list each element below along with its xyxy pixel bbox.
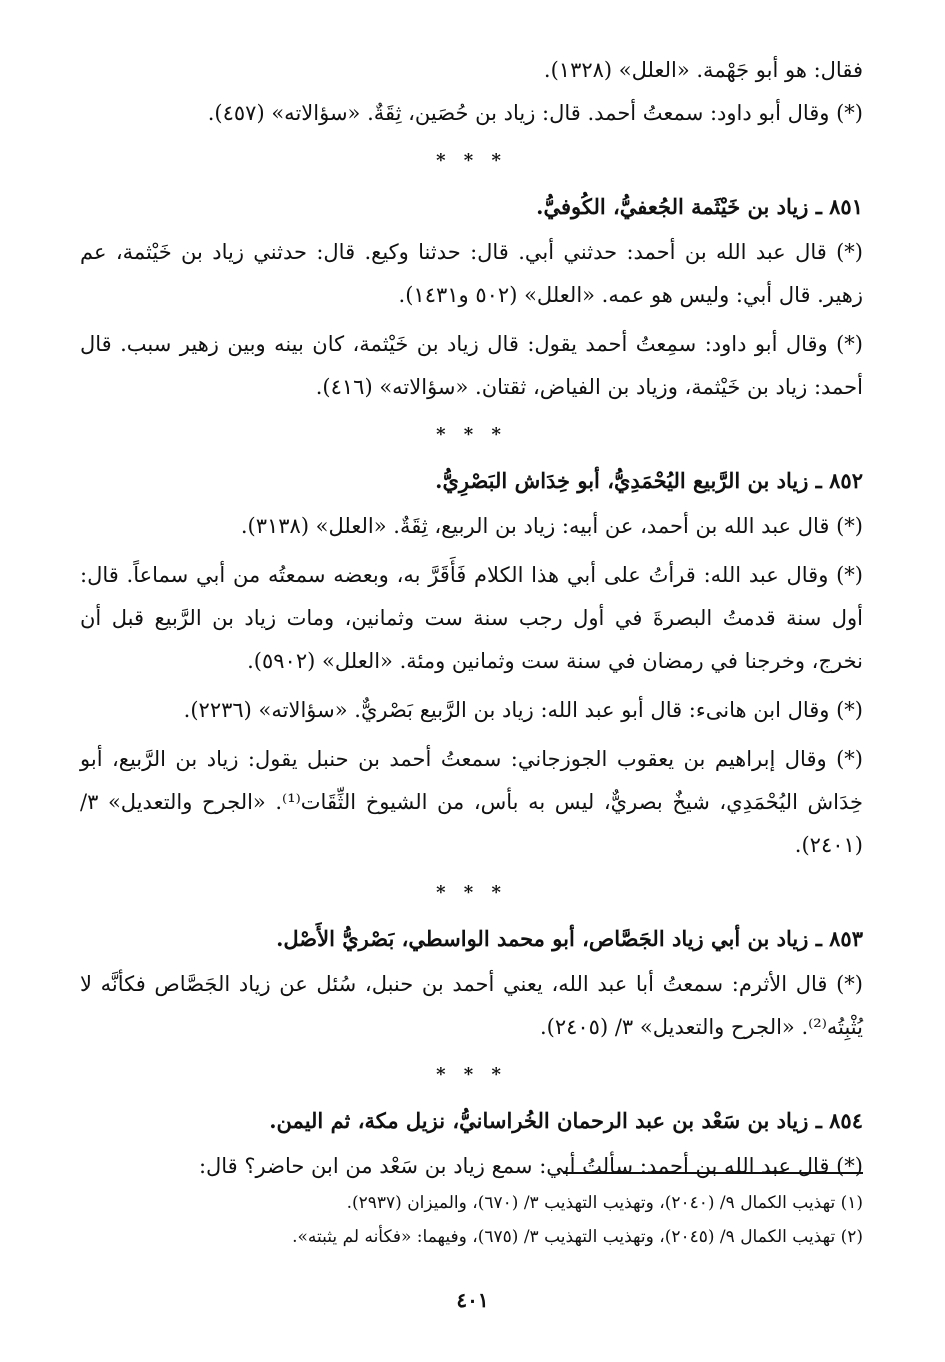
footnote-2: (٢) تهذيب الكمال ٩/ (٢٠٤٥)، وتهذيب التهذيب ٣/ (٦٧٥)، وفيهما: «فكأنه لم يثبته». [292,1227,863,1247]
paragraph: (*) وقال أبو داود: سمِعتُ أحمد يقول: قال زياد بن خَيْثمة، كان بينه وبين زهير سبب. قال أحمد: زياد بن خَيْثمة، وزياد بن الفياض، ثقتان. «سؤالاته» (٤١٦). [80,332,863,399]
section-separator: * * * [436,424,507,445]
paragraph: (*) وقال إبراهيم بن يعقوب الجوزجاني: سمعتُ أحمد بن حنبل يقول: زياد بن الرَّبيع، أبو خِدَاش اليُحْمَدِي، شيخٌ بصريٌّ، ليس به بأس، من الشيوخ الثِّقَات⁽¹⁾. «الجرح والتعديل» ٣/ (٢٤٠١). [80,747,863,857]
paragraph: (*) وقال أبو داود: سمعتُ أحمد. قال: زياد بن حُصَين، ثِقَةٌ. «سؤالاته» (٤٥٧). [207,101,863,125]
section-separator: * * * [436,882,507,903]
text-line: فقال: هو أبو جَهْمة. «العلل» (١٣٢٨). [543,58,863,82]
paragraph: (*) وقال ابن هانىء: قال أبو عبد الله: زياد بن الرَّبيع بَصْريٌّ. «سؤالاته» (٢٢٣٦). [183,698,863,722]
paragraph: (*) قال عبد الله بن أحمد: سألتُ أبي: سمع زياد بن سَعْد من ابن حاضر؟ قال: [198,1154,863,1178]
entry-heading: ٨٥٣ ـ زياد بن أبي زياد الجَصَّاص، أبو محمد الواسطي، بَصْريُّ الأَصْل. [276,926,863,951]
paragraph: (*) قال عبد الله بن أحمد: حدثني أبي. قال: حدثنا وكيع. قال: حدثني زياد بن خَيْثمة، عم زهير. قال أبي: وليس هو عمه. «العلل» (٥٠٢ و١٤٣١). [80,240,863,307]
footnotes [80,1186,863,1254]
paragraph: (*) قال الأثرم: سمعتُ أبا عبد الله، يعني أحمد بن حنبل، سُئل عن زياد الجَصَّاص فكأنَّه لا يُثْبِتُه⁽²⁾. «الجرح والتعديل» ٣/ (٢٤٠٥). [80,972,863,1039]
entry-heading: ٨٥٢ ـ زياد بن الرَّبيع اليُحْمَدِيُّ، أبو خِدَاش البَصْرِيُّ. [435,468,863,493]
footnote-1: (١) تهذيب الكمال ٩/ (٢٠٤٠)، وتهذيب التهذيب ٣/ (٦٧٠)، والميزان (٢٩٣٧). [346,1193,863,1213]
section-separator: * * * [436,1064,507,1085]
paragraph: (*) وقال عبد الله: قرأتُ على أبي هذا الكلام فَأَقَرَّ به، وبعضه سمعتُه من أبي سماعاً. قال: أول سنة قدمتُ البصرةَ في أول رجب سنة ست وثمانين، ومات زياد بن الرَّبيع قبل أن نخرج، وخرجنا في رمضان في سنة ست وثمانين ومئة. «العلل» (٥٩٠٢). [80,563,863,673]
main-text [80,48,863,1188]
entry-heading: ٨٥١ ـ زياد بن خَيْثَمة الجُعفيُّ، الكُوفيُّ. [536,194,863,219]
page-number: ٤٠١ [456,1288,489,1312]
section-separator: * * * [436,150,507,171]
paragraph: (*) قال عبد الله بن أحمد، عن أبيه: زياد بن الربيع، ثِقَةٌ. «العلل» (٣١٣٨). [240,514,863,538]
entry-heading: ٨٥٤ ـ زياد بن سَعْد بن عبد الرحمان الخُراسانيُّ، نزيل مكة، ثم اليمن. [269,1108,863,1133]
